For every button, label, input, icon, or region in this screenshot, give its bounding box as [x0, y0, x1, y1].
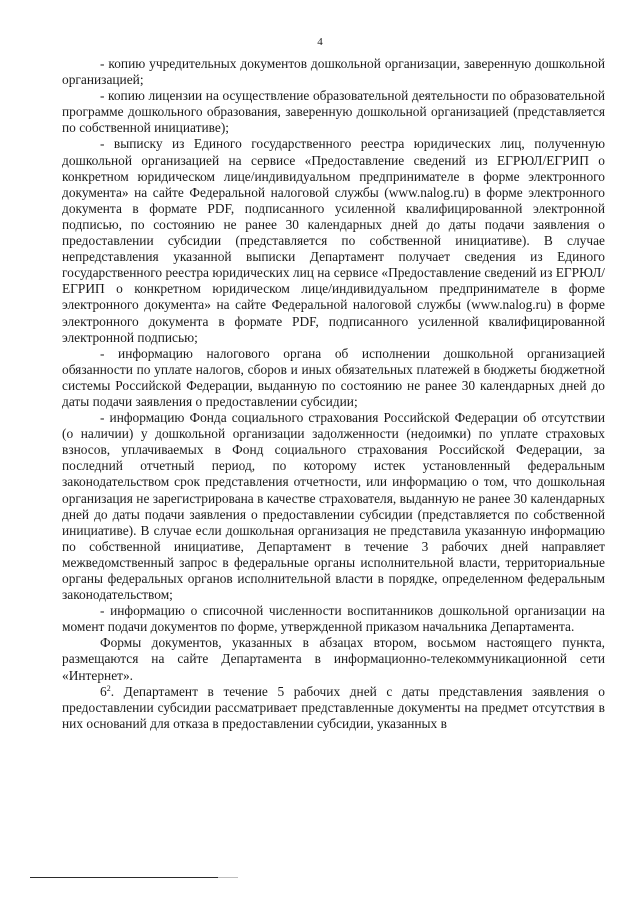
paragraph-tax-info: - информацию налогового органа об исполнении дошкольной организацией обязанности по уплате налогов, сборов и иных обязательных платежей в бюджеты бюджетной системы Российской Федерации, выданную по состоянию не ранее 30 календарных дней до даты подачи заявления о предоставлении субсидии;	[62, 345, 605, 409]
footnote-separator-line	[30, 877, 218, 878]
page-number: 4	[317, 36, 323, 48]
paragraph-clause-6-2	[62, 684, 605, 732]
clause-superscript: 2	[106, 683, 111, 693]
paragraph-pupil-headcount: - информацию о списочной численности воспитанников дошкольной организации на момент подачи документов по форме, утвержденной приказом начальника Департамента.	[62, 603, 605, 635]
paragraph-social-insurance-info: - информацию Фонда социального страхования Российской Федерации об отсутствии (о наличии) у дошкольной организации задолженности (недоимки) по уплате страховых взносов, уплачиваемых в Фонд социального страхования Российской Федерации, за последний отчетный период, по которому истек установленный федеральным законодательством срок представления отчетности, или информацию о том, что дошкольная организация не зарегистрирована в качестве страхователя, выданную не ранее 30 календарных дней до даты подачи заявления о предоставлении субсидии (представляется по собственной инициативе). В случае если дошкольная организация не представила указанную информацию по собственной инициативе, Департамент в течение 3 рабочих дней направляет межведомственный запрос в федеральные органы исполнительной власти, территориальные органы федеральных органов исполнительной власти в порядке, определенном федеральным законодательством;	[62, 410, 605, 603]
document-body	[62, 56, 605, 732]
paragraph-egrul-extract: - выписку из Единого государственного реестра юридических лиц, полученную дошкольной организацией на сервисе «Предоставление сведений из ЕГРЮЛ/ЕГРИП о конкретном юридическом лице/индивидуальном предпринимателе в форме электронного документа» на сайте Федеральной налоговой службы (www.nalog.ru) в форме электронного документа в формате PDF, подписанного усиленной квалифицированной электронной подписью, по состоянию не ранее 30 календарных дней до даты подачи заявления о предоставлении субсидии (представляется по собственной инициативе). В случае непредставления указанной выписки Департамент получает сведения из Единого государственного реестра юридических лиц на сервисе «Предоставление сведений из ЕГРЮЛ/ЕГРИП о конкретном юридическом лице/индивидуальном предпринимателе в форме электронного документа» на сайте Федеральной налоговой службы (www.nalog.ru) в форме электронного документа в формате PDF, подписанного усиленной квалифицированной электронной подписью;	[62, 136, 605, 345]
footnote-separator-line-faint	[218, 877, 238, 878]
clause-number: 6	[100, 683, 107, 699]
clause-text: . Департамент в течение 5 рабочих дней с даты представления заявления о предоставлении субсидии рассматривает представленные документы на предмет отсутствия в них оснований для отказа в предоставлении субсидии, указанных в	[62, 683, 605, 731]
paragraph-document-forms: Формы документов, указанных в абзацах втором, восьмом настоящего пункта, размещаются на сайте Департамента в информационно-телекоммуникационной сети «Интернет».	[62, 635, 605, 683]
paragraph-charter-copy: - копию учредительных документов дошкольной организации, заверенную дошкольной организацией;	[62, 56, 605, 88]
paragraph-license-copy: - копию лицензии на осуществление образовательной деятельности по образовательной программе дошкольного образования, заверенную дошкольной организацией (представляется по собственной инициативе);	[62, 88, 605, 136]
